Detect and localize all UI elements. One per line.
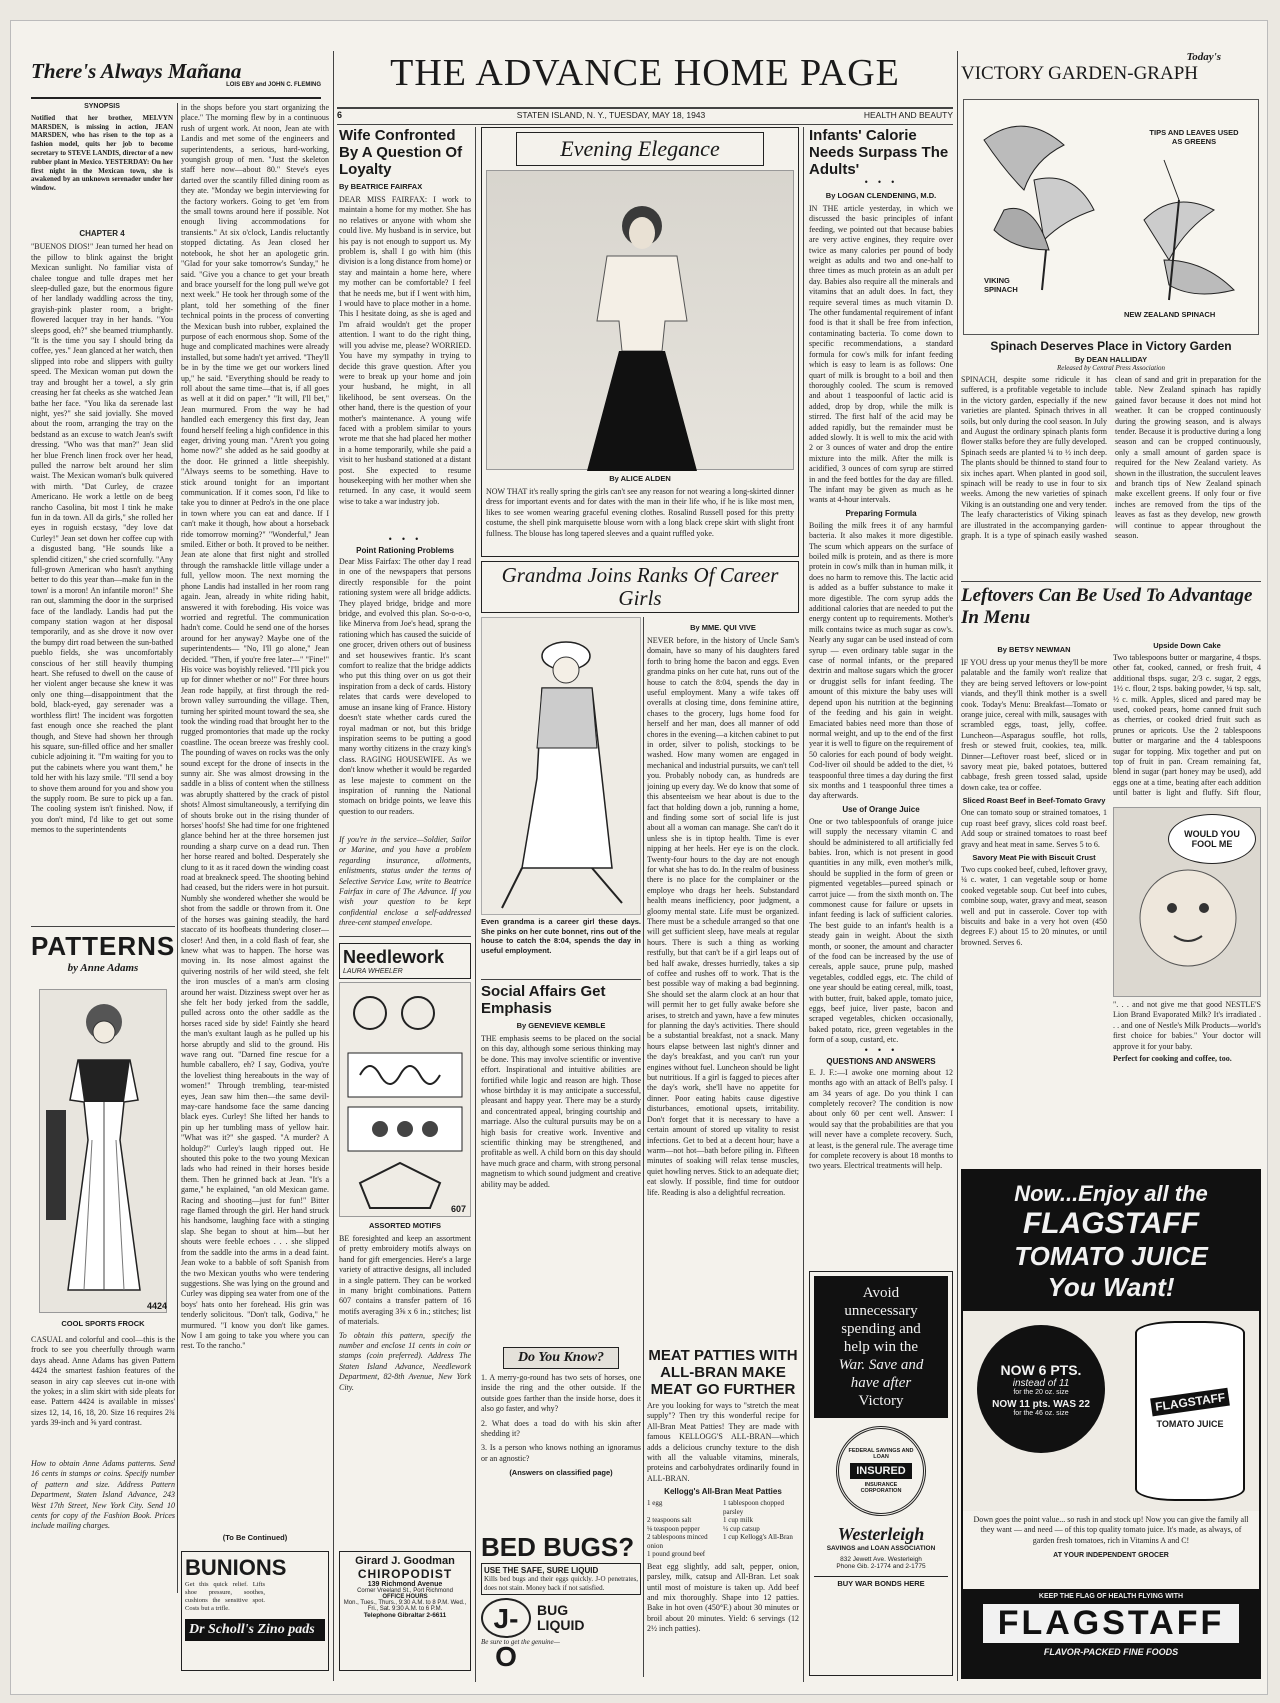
- burst-line-5: for the 46 oz. size: [1013, 1409, 1069, 1417]
- leftovers-text: IF YOU dress up your menus they'll be more palatable and the family won't realize that they are being served leftovers or low-point viands, and they'll think mother is a swell cook. Today's Menu: Breakfast—Tomato or orange juice, cereal with milk, sausages with scrambled eggs, toast, jelly, coffee. Luncheon—Asparagus souffle, hot rolls, fresh or stewed fruit, cookies, tea, milk. Dinner—Leftover roast beef, sliced or in savory meat pie, baked potatoes, buttered cabbage, fresh green tossed salad, upside down cake, tea or coffee.: [961, 658, 1107, 792]
- masthead-underline: [337, 124, 953, 125]
- roast-beef-recipe: One can tomato soup or strained tomatoes, 1 cup roast beef gravy, slices cold roast beef. Add soup or strained tomatoes to roast beef gravy and heat meat in same. Serves 5 to 6.: [961, 808, 1107, 849]
- seal-insured: INSURED: [850, 1463, 912, 1479]
- meat-pie-recipe: Two cups cooked beef, cubed, leftover gravy, ¼ c. water, 1 can vegetable soup or home cooked vegetable soup. Cut beef into cubes, combine soup, water, gravy and meat, season well and put in casserole. Cover top with biscuits and bake in a very hot oven (450 degrees F.) about 15 to 20 minutes, or until browned. Serves 6.: [961, 864, 1107, 947]
- needlework-title: Needlework: [343, 947, 445, 967]
- to-be-continued: (To Be Continued): [222, 1533, 288, 1542]
- slogan-line-1: Avoid: [862, 1285, 900, 1301]
- can-product: TOMATO JUICE: [1156, 1419, 1224, 1429]
- evening-dress-photo: [486, 170, 794, 470]
- goodman-name: Girard J. Goodman: [355, 1555, 455, 1567]
- column-rule: [803, 127, 804, 1682]
- jo-logo: J-O: [481, 1598, 531, 1638]
- goodman-hours: Mon., Tues., Thurs., 9:30 A.M. to 8 P.M. Wed., Fri., Sat. 9:30 A.M. to 6 P.M.: [343, 1600, 467, 1612]
- needlework-caption: ASSORTED MOTIFS: [368, 1221, 442, 1230]
- ingredient-item: 2 tablespoons minced onion: [647, 1533, 708, 1550]
- victory-today: Today's: [1186, 51, 1221, 63]
- burst-line-2: instead of 11: [1012, 1377, 1070, 1389]
- flagstaff-headline-4: You Want!: [1047, 1272, 1175, 1302]
- pattern-number: 4424: [146, 1301, 167, 1311]
- label-tips-leaves: TIPS AND LEAVES USED AS GREENS: [1149, 128, 1239, 146]
- ingredient-item: ¼ cup catsup: [723, 1524, 760, 1533]
- bunions-ad: [181, 1551, 329, 1671]
- serial-title: There's Always Mañana: [31, 59, 242, 83]
- slogan-line-6: have after: [850, 1375, 912, 1391]
- victory-title: VICTORY GARDEN-GRAPH: [961, 63, 1198, 84]
- newspaper-page: [10, 20, 1268, 1695]
- quiz-answers: (Answers on classified page): [509, 1468, 613, 1478]
- synopsis-text: Notified that her brother, MELVYN MARSDEN, is missing in action, JEAN MARSDEN, who has risen to the top as a fashion model, quits her job to become secretary to STEVE LANDIS, director of a new rubber plant in Mexico. YESTERDAY: On her first night in the Mexican town, she is awakened by an unknown serenader under her window.: [31, 113, 173, 193]
- serial-column-2: [181, 103, 329, 1528]
- needlework-header: [339, 943, 471, 979]
- goodman-hours-label: OFFICE HOURS: [382, 1594, 428, 1600]
- spinach-garden-graph: [963, 99, 1259, 335]
- formula-subhead: Preparing Formula: [845, 508, 917, 518]
- embroidery-motifs-illustration: [339, 982, 471, 1217]
- burst-line-3: for the 20 oz. size: [1013, 1388, 1069, 1396]
- recipe-method: Beat egg slightly, add salt, pepper, onion, parsley, milk, catsup and All-Bran. Let soak until most of moisture is taken up. Add beef and mix thoroughly. Shape into 12 patties. Bake in hot oven (450°F.) about 30 minutes or broil about 20 minutes. Yield: 6 servings (12 2½ inch patties).: [647, 1561, 799, 1634]
- ingredient-list: [647, 1499, 799, 1559]
- grandma-text: NEVER before, in the history of Uncle Sam's domain, have so many of his daughters fared forth to bring home the bacon and eggs. Even grandma pinks on her cute hat, runs out of the house to catch the 8:04, spends the day in useful employment. Many a wife takes off overalls at closing time, dons feminine attire, chases to the grocery, lugs home food for herself and her man, does all manner of odd chores in the evening—a kitchen cabinet to put in order, silver to polish, stockings to be washed. How many women are engaged in mechanical and industrial pursuits, we can't tell you. Probably nobody can, as hundreds are joining up every day. We do know that some of this absenteeism we hear about is due to the fact that holding down a job, running a home, and finding some sort of social life is just about all a woman can manage. She can't do it unless she is in tiptop health. Time is ever nipping at her heels. Her eye is on the clock. Twenty-four hours to the day are not enough for what she has to do. In the realm of business there is no place for the complainer or the employe who drags her heels. Substandard health means inefficiency, poor judgment, a gloomy mental state. Life must be organized. There must be a schedule arranged so that one will get sufficient sleep, have meals at regular hours. There is such a thing as working restfully, but that can't be if a girl leaps out of bed half awake, dresses hurriedly, takes a sip of coffee and rushes off to work. That is the best possible way of making a bad beginning. She should set the alarm clock at an hour that will permit her to get fully awake before she arises, to stretch and yawn, have a few minutes for planning the day's activities. There should be a substantial breakfast, not a snack. Many hours elapse between last night's dinner and the day's breakfast, and you can't run your engines without fuel. Luncheon should be light but nutritious. If a girl is fagged to pieces after the day's work, she'll have no appetite for dinner. Poor eating habits cause digestive disturbances, emotional upsets, irritability. Don't forget that it is necessary to have a certain amount of stored up vitality to resist infections. Get to bed at a decent hour; have a warm—not hot—bath before piling in. Fifteen minutes of soaking will relax tense muscles, quiet howling nerves. Stick to an adequate diet; eat slowly. If possible, find time for outdoor life. Reading is also a delightful recreation.: [647, 636, 799, 1197]
- social-byline: By GENEVIEVE KEMBLE: [516, 1021, 606, 1030]
- flagstaff-flag-line: KEEP THE FLAG OF HEALTH FLYING WITH: [1038, 1593, 1184, 1600]
- service-note: If you're in the service—Soldier, Sailor or Marine, and you have a problem regarding insurance, allotments, enlistments, status under the terms of Selective Service Law, write to Beatrice Fairfax in care of The Advance. If you wish your question to be kept confidential enclose a self-addressed three-cent stamped envelope.: [339, 835, 471, 928]
- point-burst: [977, 1325, 1105, 1453]
- serial-credit: LOIS EBY and JOHN C. FLEMING: [226, 82, 321, 88]
- roast-beef-subhead: Sliced Roast Beef in Beef-Tomato Gravy: [962, 796, 1106, 806]
- meat-pie-subhead: Savory Meat Pie with Biscuit Crust: [972, 852, 1096, 862]
- grandma-caption: Even grandma is a career girl these days. She pinks on her cute bonnet, rins out of the house to catch the 8:04, spends the day in useful employment.: [481, 917, 641, 955]
- westerleigh-phone: Phone Gib. 2-1774 and 2-1775: [836, 1563, 926, 1570]
- bug-liquid-label: BUG LIQUID: [537, 1602, 585, 1633]
- infants-text: IN THE article yesterday, in which we discussed the basic principles of infant feeding, we pointed out that because babies are very active engines, they require over twice as many calories per pound of body weight as adults and two and one-half to three times as much protein as an adult per day. Babies also require all the minerals and vitamins that an adult does. In fact, they require several times as much vitamin D. The other fundamental requirement of infant food is that it shall be free from infection, contaminating bacteria. To come down to specific recommendations, a standard formula for cow's milk for infant feeding which is easy to learn is as follows: One quart of milk is brought to a boil and then thoroughly cooled. The scum is removed and about 1 teaspoonful of lactic acid is added, drop by drop, while the milk is stirred. The first half of the acid may be added rapidly, but the remainder must be added slowly. It is well to mix the acid with 2 or 3 ounces of water and drop the entire mixture into the milk. After the milk is acidified, 3 ounces of corn syrup are stirred in and the feed bottles for the day are filled. The infant may be given as much as he wants at 4-hour intervals.: [809, 204, 953, 505]
- page-number: 6: [337, 110, 343, 120]
- flagstaff-headline-2: FLAGSTAFF: [1022, 1207, 1200, 1240]
- elegance-byline: By ALICE ALDEN: [609, 474, 671, 483]
- nestle-bubble-text: WOULD YOU FOOL ME: [1184, 829, 1240, 849]
- flagstaff-headline-block: [963, 1171, 1259, 1311]
- bedbugs-ad: [481, 1533, 641, 1675]
- wife-text: DEAR MISS FAIRFAX: I work to maintain a home for my mother. She has no relatives or anyone with whom she could live. My husband is in service, but his pay is not enough to support us. My problem is, shall I go with him (this division is a long distance from home) or stay and maintain a home here, where my mother can be comfortable? I feel that he needs me, but if I went with him, I would have to place mother in a home. This I hesitate doing, as she is aged and I'm afraid wouldn't get the proper attention. I want to do the right thing, will you advise me, please? WORRIED. You have my sympathy in trying to decide this grave question. After you were to break up your home and join your husband, he might, in all likelihood, be sent overseas. On the other hand, there is the question of your mother's maintenance. A young wife faced with a problem similar to yours wrote me that she had placed her mother in a home temporarily, while she paid a visit to her husband stationed at a distant post. She expected to resume housekeeping with her mother when she returned. In any case, it would seem wise to take a war industry job.: [339, 195, 471, 506]
- serial-title-block: [31, 59, 321, 99]
- model-figure-icon: [487, 171, 793, 471]
- social-text: THE emphasis seems to be placed on the social on this day, although some serious thinking may be done. This may involve scientific or inventive effort. Inspirational and intuitive abilities are fortified while logic and reason are high. Those whose birthday it is may anticipate a successful, pleasant and happy year. There may be a sturdy and concentrated appeal, bringing courtship and marriage. Also the cultural pursuits may be on a high basis for creative work. Inventive and scientific thinking may be strengthened, and profitable as well. A child born on this day should have much grace and charm, with strong personal magnetism to which sound judgment and creative ability may be added.: [481, 1034, 641, 1189]
- quiz-box: [481, 1347, 641, 1533]
- quiz-q3: 3. Is a person who knows nothing an ignoramus or an agnostic?: [481, 1443, 641, 1463]
- bunions-text: Get this quick relief. Lifts shoe pressure, soothes, cushions the sensitive spot. Costs but a trifle.: [185, 1581, 265, 1612]
- chapter-heading: CHAPTER 4: [79, 229, 125, 238]
- needlework-order: To obtain this pattern, specify the number and enclose 11 cents in coin or stamps (coin preferred). Address The Staten Island Advance, Needlework Department, 82-8th Avenue, New York City.: [339, 1330, 471, 1392]
- elegance-text: NOW THAT it's really spring the girls can't see any reason for not wearing a long-skirted dinner dress for important events and for dates with the man in their life who, if he is like most men, likes to see women wearing graceful evening clothes. Rosalind Russell posed for this pretty costume, the shell pink marquisette blouse worn with a long black crepe skirt with slight front fullness. The blouse has long tapered sleeves and a quaint ruffled yoke.: [486, 487, 794, 538]
- tomato-juice-can: [1135, 1321, 1245, 1501]
- infants-headline: Infants' Calorie Needs Surpass The Adults': [809, 127, 949, 178]
- bedbugs-title: BED BUGS?: [481, 1533, 635, 1562]
- spinach-headline: Spinach Deserves Place in Victory Garden: [990, 339, 1232, 353]
- nestle-text: ". . . and not give me that good NESTLE'S Lion Brand Evaporated Milk? It's irradiated . . . and one of Nestle's Milk Products—world's first choice for babies." Your doctor will approve it for your baby.: [1113, 1000, 1261, 1051]
- serial-continued-text: in the shops before you start organizing the place." The morning flew by in a continuous rush of urgent work. At noon, Jean ate with Landis and met some of the engineers and superintendents, a serious, hard-working, youngish group of men. "Just the skeleton staff here now—about 80." Steve's eyes darted over the scantily filled dining room as they ate. "Monday we begin interviewing for the factory workers. Going to get 'em from the small towns around here if possible. Not enough living accommodations for transients." At six o'clock, Landis reluctantly stopped dictating. As Jean closed her notebook, he shot her an apologetic grin. "Glad for your sake tomorrow's Sunday," he said. "Give you a chance to get your breath and brace yourself for the long pull we've got next week." He took her through some of the plant, told her something of the finer technical points in the process of converting the Mexican bush into rubber, explained the purpose of each enormous shop. Some of the huge and complicated machines were already installed, but some hadn't yet arrived. "They'll be in by the time we get our workers lined up," he said. "Everything should be ready to roll about the same time—that is, if all goes as well at it did on paper." "It will, I'll bet," Jean murmured. From the way he had handled each emergency this first day, Jean found herself feeling a high confidence in this eager, driving young man. "Aren't you going home now?" she added as he said goodby at the door. He grinned a little sheepishly. "Always seems to be something. Have to stick around tonight for an important communication. If it comes soon, I'd like to take you to dinner at Pedro's in the one place in town where you can eat and dance. If I can't make it though, how about a horseback ride tomorrow morning?" "Wonderful," Jean smiled. Either or both. It proved to be neither. Jean ate alone that first night and strolled through the ramshackle little village under a full, yellow moon. The next morning the phone Landis had installed in her room rang again. Jean, already in white riding habit, answered it with foreboding. His voice was worried and regretful. The communication hadn't come. Could he send one of the horses around for her anyway? Maybe one of the superintendents— "No, I'll go alone," Jean decided. "Then, if you're free later—" "Fine!" His voice was boyishly relieved. "I'll pick you up for dinner whether or no!" For three hours Jean rode happily, at first through the red-brown valley surrounding the village. Then, turning her spirited mount toward the sea, she took the winding road that brought her to the rugged promontories that made up the rocky coastline. The ocean breeze was freshly cool. The pounding of waves on rocks was the only sound except for the drone of insects in the sunny air. She was almost drowsing in the saddle in a bliss of content when the stillness was abruptly shattered by the crack of pistol shots! Almost simultaneously, a terrifying din of shouts broke out in the rising thunder of horses' hoofs! She had time for one frightened glance behind her at the three horsemen just rounding a sharp curve on a dead run. Then her horse reared and bolted. Desperately she clung to it as it raced down the winding coast road at breakneck speed. The shooting behind had ceased, but the riders were in hot pursuit. Numbly she wondered whether she would be shot from the saddle or thrown from it. One of the horses was gaining steadily, the hard staccato of its hoofbeats thundering closer—closer! And then, in a cold flash of fear, she knew what was to happen. The horse was moving in. Its nose almost against the quivering nostrils of her wild steed, she felt the iron muscles of a man's arm closing around her waist. Dizziness swept over her as she felt her body jerked from the saddle, pulled across onto the other saddle as the horses raced side by side! Faintly she heard the man's exultant laugh as he pulled up his horse abruptly and slid to the ground. His wave rang out. "Darned fine rescue for a humble caballero, eh? I say, Godiva, you're the loveliest thing hereabouts in the way of women!" Through trembling, tear-misted eyes, Jean saw him then—the same devil-may-care handsome face the same dancing black eyes. Curley! She lifted her hands to pin up her tumbling mass of yellow hair. "What was it?" she gasped. "A murder? A holdup?" Curley's laugh ripped out. He shouted this poke to the two young Mexican lads who had reined in their horses beside them. Then he grinned back at Jean. "It's a game," he explained, "an old Mexican game. Racing and shooting—just for fun!" Bitter rage flamed through the girl. Her hand struck his handsome, laughing face with a stinging slap. She began to shout at him—but her shouts were feeble echoes . . . she slipped from the saddle into the arms in a dead faint. Jean woke to a babble of soft Spanish from the two Mexican youths who were tendering suggestions. She was lying on the ground and Curley was dipping sea water from one of the boys' hats onto her forehead. His grin was tenderly solicitous. "Don't talk, Godiva," he murmured. "I know you don't like games. Now I am going to take you where you can rest. To the rancho.": [181, 103, 329, 1351]
- column-rule: [177, 103, 178, 1593]
- flagstaff-brand: FLAGSTAFF: [983, 1604, 1239, 1643]
- separator: • • •: [863, 178, 899, 187]
- leftovers-byline: By BETSY NEWMAN: [997, 645, 1071, 654]
- orange-juice-subhead: Use of Orange Juice: [842, 804, 920, 814]
- needlework-text: BE foresighted and keep an assortment of pretty embroidery motifs always on hand for gift emergencies. Here's a large variety of attractive designs, all included in a single pattern. They can be worked in many bright combinations. Pattern 607 contains a transfer pattern of 16 motifs averaging 3⅝ x 6 in.; stitches; list of materials.: [339, 1234, 471, 1327]
- slogan-line-3: spending and: [841, 1321, 921, 1337]
- spinach-article: [961, 339, 1261, 579]
- bedbugs-text: Kills bed bugs and their eggs quickly. J-O penetrates, does not stain. Money back if not satisfied.: [484, 1575, 638, 1592]
- spinach-text: SPINACH, despite some ridicule it has suffered, is a profitable vegetable to include in the victory garden, especially if the new varieties are planted. Spinach thrives in all soils, but only during the cool season. In July and August the ordinary spinach plants form flower stalks before they are fully developed. Spinach seeds are planted ¼ to ½ inch deep. The plants should be thinned to stand four to six inches apart. When planted in good soil, spinach will be ready to use in four to six weeks. Among the new varieties of spinach Viking is an outstanding one and very tender. The leafy characteristics of Viking spinach are illustrated in the accompanying garden-graph. It is a type of spinach easily washed clean of sand and grit in preparation for the table. New Zealand spinach has rapidly gained favor because it does not mind hot weather. It can be cropped continuously during the growing season, and is always tender. Because it is productive during a long season and can be cropped continuously, only a small amount of garden space is required for the New Zealand variety. As shown in the illustration, the succulent leaves and branch tips of New Zealand spinach make excellent greens. If only four or five inches are removed from the tips of the leaves as fast as they develop, new growth will continue to appear throughout the season.: [961, 375, 1261, 541]
- qa-text: E. J. F.:—I awoke one morning about 12 months ago with an attack of Bell's palsy. I am 34 years of age. Do you think I can completely recover? The condition is now about only 60 per cent well. Answer: I would say that the probabilities are that you will never have a complete recovery. Such, at least, is the general rule. The average time for complete recovery is about 18 months to two years. Electrical treatments will help.: [809, 1067, 953, 1171]
- westerleigh-address: 832 Jewett Ave. Westerleigh: [840, 1556, 922, 1563]
- column-3: [339, 127, 471, 1682]
- nestle-ad: [1113, 807, 1261, 1115]
- leftovers-headline: Leftovers Can Be Used To Advantage In Menu: [961, 585, 1253, 628]
- bedbugs-tag: Be sure to get the genuine—: [481, 1638, 560, 1646]
- baby-photo: [1113, 807, 1261, 997]
- westerleigh-name: Westerleigh: [837, 1524, 925, 1544]
- burst-line-4: NOW 11 pts. WAS 22: [992, 1398, 1090, 1410]
- infants-text-3: One or two tablespoonfuls of orange juice will supply the necessary vitamin C and should be administered to all artificially fed babies. Iron, which is not present in good quantities in any milk, even mother's milk, should be supplied in the form of green or pigmented vegetables—pureed spinach or carrot juice — from the sixth month on. The commonest cause for failure or upsets in infant feeding is lack of sufficient calories. The best guide to an infant's health is a steady gain in weight. About the sixth month, or sooner, the amount and character of the food can be increased by the use of cereals, apple sauce, prune pulp, mashed vegetables, coddled eggs, etc. The child of one year should be eating cereal, milk, toast, with butter, fruit, baked apple, tomato juice, eggs, beef juice, liver paste, bacon and scraped vegetables, chicken occasionally, baked potato, rice, green vegetables in the form of a soup, custard, etc.: [809, 816, 953, 1045]
- bedbugs-sub: USE THE SAFE, SURE LIQUID: [484, 1566, 599, 1575]
- slogan-line-4: help win the: [843, 1339, 919, 1355]
- flagstaff-ad: [961, 1169, 1261, 1679]
- section-rule: [961, 581, 1261, 582]
- grandma-headline-box: [481, 561, 799, 613]
- ingredient-item: 1 cup Kellogg's All-Bran: [723, 1533, 793, 1542]
- flagstaff-text: Down goes the point value... so rush in and stock up! Now you can give the family all they want — and need — of this top quality tomato juice. It's made, as always, of garden fresh tomatoes, rich in Vitamins A and C!: [973, 1515, 1249, 1545]
- meat-patties-ad: [647, 1347, 799, 1677]
- needlework-number: 607: [450, 1204, 466, 1214]
- column-rule: [475, 127, 476, 1682]
- patterns-header: [31, 931, 175, 985]
- leftovers-col-2: [1113, 641, 1261, 803]
- westerleigh-sub: SAVINGS and LOAN ASSOCIATION: [826, 1545, 936, 1552]
- masthead-title: THE ADVANCE HOME PAGE: [390, 52, 900, 94]
- quiz-q2: 2. What does a toad do with his skin after shedding it?: [481, 1418, 641, 1439]
- flagstaff-grocer: AT YOUR INDEPENDENT GROCER: [1053, 1552, 1169, 1560]
- ingredient-item: 1 tablespoon chopped parsley: [723, 1499, 785, 1516]
- nestle-tag: Perfect for cooking and coffee, too.: [1113, 1054, 1232, 1064]
- goodman-phone: Telephone Gibraltar 2-6611: [363, 1612, 447, 1619]
- section-label: HEALTH AND BEAUTY: [863, 110, 953, 120]
- social-affairs-article: [481, 983, 641, 1343]
- rationing-text: Dear Miss Fairfax: The other day I read in one of the newspapers that persons directly responsible for the point rationing system were all bridge addicts. They played bridge, bridge and more bridge, and evolved this plan. So-o-o-o, like Minerva from Joe's head, sprang the rationing which has caused the suicide of one grocer, driven others out of business and set housewives frantic. It's scant comfort to realize that the bridge addicts who put this thing over on us got their inspiration from a deck of cards. History relates that cards were developed to amuse an insane king of France. History doesn't state whether cards cured the royal madman or not, but this bridge inspiration seems to be putting a good many worthy citizens in the crazy king's class. RAGING HOUSEWIFE. As we don't know whether it would be regarded as lese majeste to comment on the inspiration of running the National stomach on bridge points, we leave this question to our readers.: [339, 557, 471, 816]
- quiz-q1: 1. A merry-go-round has two sets of horses, one inside the ring and the other outside. If the outside goes farther than the inside horse, does it also go faster, and why?: [481, 1373, 641, 1414]
- sports-frock-illustration: [39, 989, 167, 1313]
- patterns-caption: COOL SPORTS FROCK: [61, 1319, 145, 1328]
- evening-elegance-feature: [481, 127, 799, 557]
- recipe-title: Kellogg's All-Bran Meat Patties: [664, 1487, 782, 1497]
- meat-headline: MEAT PATTIES WITH ALL-BRAN MAKE MEAT GO FURTHER: [648, 1347, 798, 1398]
- label-new-zealand-spinach: NEW ZEALAND SPINACH: [1124, 310, 1216, 319]
- ingredient-item: ⅛ teaspoon pepper: [647, 1524, 700, 1533]
- war-bonds-line: BUY WAR BONDS HERE: [814, 1576, 948, 1588]
- scholl-logo: Dr Scholl's Zino pads: [185, 1619, 325, 1641]
- serial-column-1: [31, 229, 173, 921]
- patterns-order-info: How to obtain Anne Adams patterns. Send 16 cents in stamps or coins. Specify number of pattern and size. Address Pattern Department, Staten Island Advance, 243 West 17th Street, New York City. Send 10 cents for copy of the Fashion Book. Prices include mailing charges.: [31, 1459, 175, 1531]
- spinach-credit: Released by Central Press Association: [1056, 364, 1166, 372]
- label-viking-spinach: VIKING SPINACH: [984, 276, 1018, 294]
- upside-cake-recipe: Two tablespoons butter or margarine, 4 tbsps. other fat, cooked, canned, or fresh fruit, 4 additional tbsps. sugar, 2/3 c. sugar, 2 eggs, 1½ c. flour, 2 tsps. baking powder, ¼ tsp. salt, ½ c. milk. Apples, sliced and pared may be used, cooked pears, home canned fruit such as cherries, or cooked dried fruit such as prunes or apricots. Use the 2 tablespoons butter or margarine and the 4 tablespoons sugar for topping. Mix together and put on top of fruit in pan. Cream remaining fat, blend in sugar (part honey may be used), add eggs one at a time, beating after each addition until batter is light and fluffy. Sift flour,: [1113, 653, 1261, 798]
- patterns-title: PATTERNS: [31, 931, 175, 961]
- infants-text-2: Boiling the milk frees it of any harmful bacteria. It also makes it more digestible. The scum which appears on the surface of boiled milk is protein, and as there is more protein in cow's milk than in human milk, it does no harm to remove this. The lactic acid is added as a buffer substance to make it more digestible. The corn syrup adds the additional calories that are needed to put the energy content up to requirements. Mother's milk contains twice as much sugar as cow's. Nearly any sugar can be used instead of corn syrup — even ordinary table sugar in the case of normal infants, or the prepared dextrin and maltose sugars which the grocer or druggist sells for infant feeding. The amount of this mixture the baby uses will depend upon his nutrition at the beginning of the feeding and his gain in weight. Emaciated babies need more than those of normal weight, and up to the end of the first year it is well to figure on the requirement of 50 calories for each pound of body weight. Cod-liver oil should be added to the diet, ½ teaspoonful three times a day during the first six months and 1 teaspoonful three times a day afterwards.: [809, 520, 953, 801]
- serial-synopsis: [31, 103, 173, 227]
- seal-bottom-text: INSURANCE CORPORATION: [860, 1482, 902, 1494]
- flagstaff-headline-3: TOMATO JUICE: [1014, 1241, 1208, 1271]
- seal-top-text: FEDERAL SAVINGS AND LOAN: [848, 1448, 914, 1460]
- westerleigh-slogan: [814, 1276, 948, 1418]
- grandma-illustration: [481, 617, 641, 915]
- ingredient-item: 2 teaspoons salt: [647, 1516, 692, 1525]
- spinach-byline: By DEAN HALLIDAY: [1074, 355, 1148, 364]
- speech-bubble: [1168, 814, 1256, 864]
- wife-byline: By BEATRICE FAIRFAX: [339, 182, 423, 191]
- qa-title: QUESTIONS AND ANSWERS: [826, 1056, 936, 1066]
- goodman-corner: Corner Vreeland St., Port Richmond: [357, 1588, 453, 1594]
- column-rule: [957, 51, 958, 1681]
- section-rule: [339, 936, 471, 937]
- bedbugs-box: [481, 1563, 641, 1595]
- section-rule: [481, 979, 641, 980]
- flagstaff-footer: [963, 1589, 1259, 1677]
- grandma-headline: Grandma Joins Ranks Of Career Girls: [501, 563, 779, 610]
- can-brand: FLAGSTAFF: [1150, 1388, 1230, 1417]
- dress-figure-icon: [40, 990, 167, 1313]
- slogan-line-5: War. Save and: [838, 1357, 924, 1373]
- westerleigh-ad: [809, 1271, 953, 1676]
- patterns-text: CASUAL and colorful and cool—this is the frock to see you cheerfully through warm days ahead. Anne Adams has given Pattern 4424 the smartest fashion features of the season in airy cap sleeves cut in-one with the yokes; in a slim skirt with side pleats for ease. Pattern 4424 is available in misses' sizes 12, 14, 16, 18, 20. Size 16 requires 2¾ yards 39-inch and ⅝ yard contrast.: [31, 1335, 175, 1428]
- goodman-address: 139 Richmond Avenue: [367, 1581, 443, 1588]
- patterns-byline: by Anne Adams: [67, 962, 139, 974]
- serial-opening-text: "BUENOS DIOS!" Jean turned her head on the pillow to blink against the bright Mexican sunlight. No familiar vista of chalee tongue and tulle drapes met her sleep-dulled gaze, but the enormous figure of her landlady waddling across the tiny, grayish-pink plaster room, a bright-flowered lacquer tray in her hands. "You sleeps good, eh?" she beamed triumphantly. "It is the time you say I should bring da coffee, yes." Jean glanced at her watch, then slipped into robe and slippers with guilty speed. The Mexican woman put down the tray and brought her a towel, a sly grin creasing her fat cheeks as she watched Jean bathe her face. "You lika da serenade last night, yes?" she said jovially. She moved about the room, arranging the tray on the bedstand as an excuse to watch Jean's swift dressing. "Who was that man?" Jean slid her blue French linen frock over her head, pulled the narrow belt around her slim waist. The Mexican woman's bulk quivered with mirth. "Dat Curley, de crazee Americano. He work a lettle on de beeg rancho Casolina, bit most I tink he make fun in da town. All da girls," she rolled her eyes in roguish ecstasy, "dey love dat Curley!" Jean set down her coffee cup with a disgusted bang. "He sounds like a splendid citizen," she cried scornfully. "Any full-grown American who hasn't anything better to do this year than—make fun in the town' is a moron! An infantile moron!" She ran out, slamming the door in the surprised face of the landlady. Landis had put the company station wagon at her disposal temporarily, and as she drove it now over the bumpy dirt road between the sun-bathed pueblo fields, she was uncomfortably conscious of her still heavily thumping heart. She refused to dwell on the cause of her violent anger because she knew it was only one thing—disappointment that the bold, black-eyed, gay serenader was a worthless flirt! The incident was forgotten fast enough once she reached the plant though, and Steve had shown her through his square, sun-filled office and her smaller cubicle adjoining it. "I'm waiting for you to put the cabinets where you want them," he told her with his lazy smile. "I'll send a boy to shove them around for you and show you the supply room. Be sure to pick up a fan. The cooling system isn't finished. Now, if you don't mind, I'd like to get out some memos to the superintendents: [31, 242, 173, 835]
- infants-article: [809, 127, 953, 1267]
- grandma-byline: By MME. QUI VIVE: [690, 623, 756, 632]
- elegance-title: Evening Elegance: [516, 132, 764, 166]
- flagstaff-headline-1: Now...Enjoy all the: [1014, 1181, 1208, 1206]
- bunions-title: BUNIONS: [185, 1555, 287, 1580]
- leftovers-col-1: [961, 641, 1107, 1161]
- wife-headline: Wife Confronted By A Question Of Loyalty: [339, 127, 463, 178]
- separator: • • •: [387, 535, 423, 544]
- dateline: STATEN ISLAND, N. Y., TUESDAY, MAY 18, 1943: [516, 110, 706, 120]
- infants-byline: By LOGAN CLENDENING, M.D.: [825, 191, 937, 200]
- fslic-seal: [836, 1426, 926, 1516]
- social-headline: Social Affairs Get Emphasis: [481, 983, 606, 1017]
- quiz-title: Do You Know?: [503, 1347, 619, 1369]
- flagstaff-tagline: FLAVOR-PACKED FINE FOODS: [1043, 1647, 1179, 1657]
- ingredient-item: 1 cup milk: [723, 1516, 753, 1525]
- victory-garden-header: [961, 51, 1261, 95]
- slogan-line-2: unnecessary: [844, 1303, 918, 1319]
- section-rule: [31, 926, 175, 927]
- separator: • • •: [863, 1045, 899, 1055]
- upside-cake-subhead: Upside Down Cake: [1153, 641, 1221, 650]
- needlework-byline: LAURA WHEELER: [343, 968, 403, 975]
- slogan-line-7: Victory: [858, 1393, 904, 1409]
- grandma-figure-icon: [482, 618, 641, 915]
- goodman-title: CHIROPODIST: [357, 1567, 453, 1581]
- meat-text: Are you looking for ways to "stretch the meat supply"? Then try this wonderful recipe for All-Bran Meat Patties! They are made with famous KELLOGG'S ALL-BRAN—which adds a delicious crunchy texture to the dish with all the valuable vitamins, minerals, proteins and carbohydrates ordinarily found in ALL-BRAN.: [647, 1401, 799, 1483]
- column-rule: [333, 51, 334, 1681]
- goodman-ad: [339, 1551, 471, 1671]
- flagstaff-product-area: [963, 1311, 1259, 1511]
- synopsis-label: SYNOPSIS: [84, 103, 120, 110]
- ingredient-item: 1 pound ground beef: [647, 1550, 706, 1559]
- ingredient-item: 1 egg: [647, 1499, 663, 1508]
- masthead-rule: [337, 107, 953, 109]
- motifs-icon: [340, 983, 470, 1218]
- column-rule: [643, 617, 644, 1677]
- burst-line-1: NOW 6 PTS.: [1000, 1361, 1082, 1378]
- rationing-subhead: Point Rationing Problems: [356, 546, 454, 555]
- grandma-article: [647, 619, 799, 1339]
